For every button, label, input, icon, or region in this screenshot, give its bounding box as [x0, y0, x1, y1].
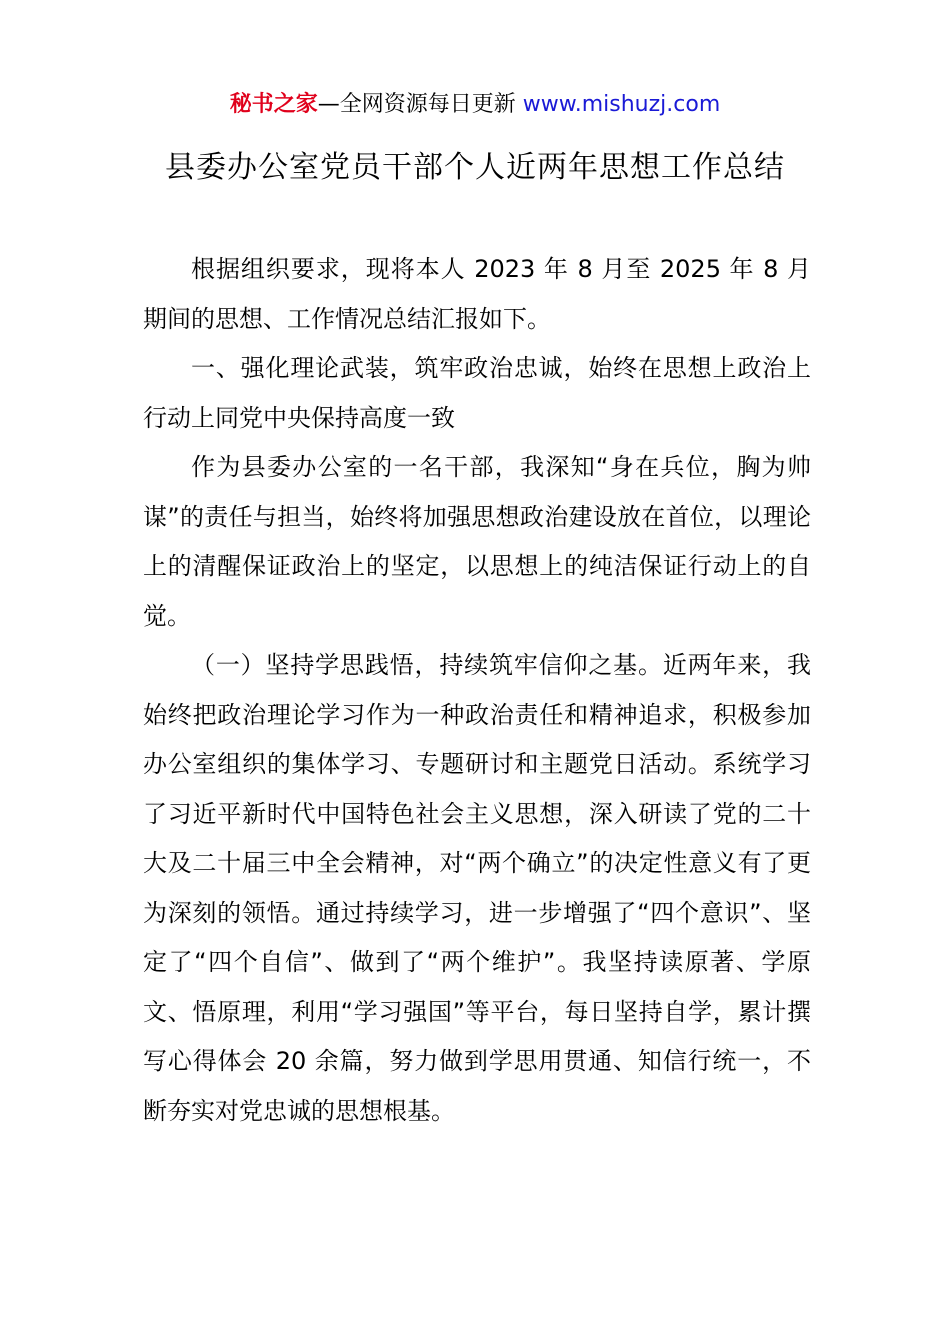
- section-heading: 一、强化理论武装，筑牢政治忠诚，始终在思想上政治上行动上同党中央保持高度一致: [143, 354, 811, 432]
- site-tagline: —全网资源每日更新: [317, 92, 516, 117]
- intro-paragraph: 根据组织要求，现将本人 2023 年 8 月至 2025 年 8 月期间的思想、工作情况总结汇报如下。: [143, 255, 811, 333]
- document-title: 县委办公室党员干部个人近两年思想工作总结: [165, 150, 785, 185]
- document-body: [143, 245, 811, 1136]
- subsection-paragraph: （一）坚持学思践悟，持续筑牢信仰之基。近两年来，我始终把政治理论学习作为一种政治责任和精神追求，积极参加办公室组织的集体学习、专题研讨和主题党日活动。系统学习了习近平新时代中国特色社会主义思想，深入研读了党的二十大及二十届三中全会精神，对“两个确立”的决定性意义有了更为深刻的领悟。通过持续学习，进一步增强了“四个意识”、坚定了“四个自信”、做到了“两个维护”。我坚持读原著、学原文、悟原理，利用“学习强国”等平台，每日坚持自学，累计撰写心得体会 20 余篇，努力做到学思用贯通、知信行统一，不断夯实对党忠诚的思想根基。: [143, 651, 811, 1125]
- body-paragraph: 作为县委办公室的一名干部，我深知“身在兵位，胸为帅谋”的责任与担当，始终将加强思想政治建设放在首位，以理论上的清醒保证政治上的坚定，以思想上的纯洁保证行动上的自觉。: [143, 453, 811, 630]
- site-brand: 秘书之家: [229, 92, 318, 117]
- site-url-link[interactable]: www.mishuzj.com: [522, 92, 721, 117]
- site-header: [0, 88, 950, 122]
